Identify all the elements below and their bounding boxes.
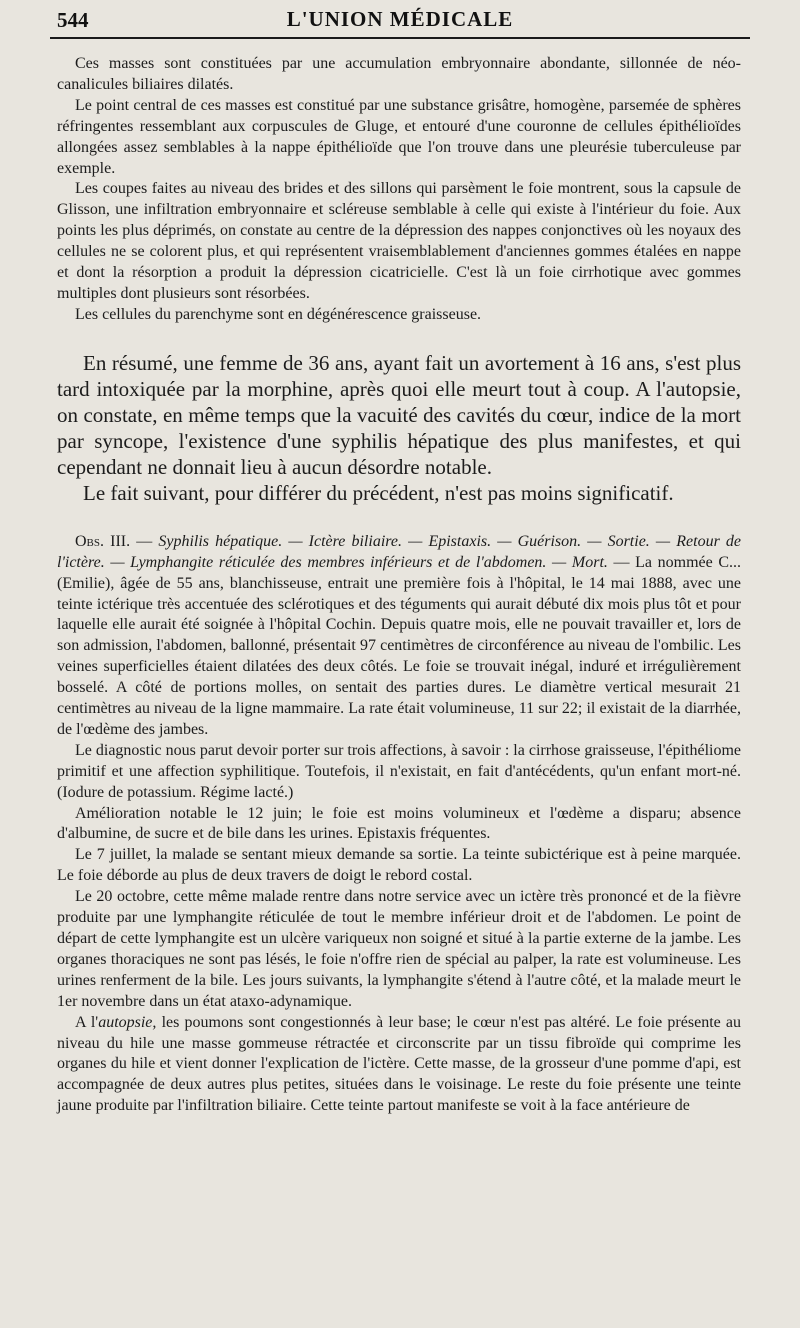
autopsy-paragraph (57, 1013, 741, 1118)
page-header (0, 0, 800, 40)
page-number: 544 (57, 8, 89, 32)
summary-paragraph: Le fait suivant, pour différer du précédent, n'est pas moins significatif. (83, 480, 674, 505)
header-rule (50, 37, 750, 39)
observation-title: Syphilis hépatique. — Ictère biliaire. — Epistaxis. — Guérison. — Sortie. — Retour de l'ictère. — Lymphangite réticulée des membres inférieurs et de l'abdomen. — Mort. (57, 532, 742, 571)
autopsy-text: les poumons sont congestionnés à leur base; le cœur n'est pas altéré. Le foie présente au niveau du hile une masse gommeuse rétractée et circonscrite par un tissu fibroïde qui comprime les organes du hile et vient donner l'explication de l'ictère. Cette masse, de la grosseur d'une pomme d'api, est accompagnée de deux autres plus petites, situées dans le voisinage. Le reste du foie présente une teinte jaune produite par l'infiltration biliaire. Cette teinte partout manifeste se voit à la face antérieure de (57, 1013, 742, 1115)
autopsy-lead: A l' (75, 1013, 99, 1031)
paragraph: Les coupes faites au niveau des brides et des sillons qui parsèment le foie montrent, sous la capsule de Glisson, une infiltration embryonnaire et scléreuse semblable à celle qui existe à l'intérieur du foie. Aux points les plus déprimés, on constate au centre de la dépression des nappes conjonctives où les noyaux des cellules ne se colorent plus, et qui représentent vraisemblablement d'anciennes gommes étalées en nappe et dont la résorption a produit la dépression cicatricielle. C'est là un foie cirrhotique avec gommes multiples dont plusieurs sont résorbées. (57, 180, 741, 302)
paragraph: Le 20 octobre, cette même malade rentre dans notre service avec un ictère très prononcé et de la fièvre produite par une lymphangite réticulée de tout le membre inférieur droit et de l'abdomen. Le point de départ de cette lymphangite est un ulcère variqueux non soigné et situé à la partie externe de la jambe. Les organes thoraciques ne sont pas lésés, le foie n'offre rien de spécial au palper, la rate est volumineuse. Les urines renferment de la bile. Les jours suivants, la lymphangite s'étend à l'autre côté, et la malade meurt le 1er novembre dans un état ataxo-adynamique. (57, 888, 741, 1010)
observation-label: Obs. III. — (75, 532, 153, 550)
running-title: L'UNION MÉDICALE (286, 7, 514, 31)
summary-paragraph: En résumé, une femme de 36 ans, ayant fait un avortement à 16 ans, s'est plus tard intoxiquée par la morphine, après quoi elle meurt tout à coup. A l'autopsie, on constate, en même temps que la vacuité des cavités du cœur, indice de la mort par syncope, l'existence d'une syphilis hépatique des plus manifestes, et qui cependant ne donnait lieu à aucun désordre notable. (57, 350, 741, 479)
observation-paragraph (57, 532, 741, 741)
page-body (57, 54, 741, 1117)
paragraph: Le point central de ces masses est constitué par une substance grisâtre, homogène, parsemée de sphères réfringentes ressemblant aux corpuscules de Gluge, et entouré d'une couronne de cellules épithélioïdes allongées assez semblables à la nappe épithélioïde que l'on trouve dans une pleurésie tuberculeuse par exemple. (57, 96, 741, 177)
paragraph: Les cellules du parenchyme sont en dégénérescence graisseuse. (75, 305, 482, 323)
paragraph: Le diagnostic nous parut devoir porter sur trois affections, à savoir : la cirrhose graisseuse, l'épithéliome primitif et une affection syphilitique. Toutefois, il n'existait, en fait d'antécédents, qu'un enfant mort-né. (Iodure de potassium. Régime lacté.) (57, 741, 741, 801)
observation-text: — La nommée C... (Emilie), âgée de 55 ans, blanchisseuse, entrait une première fois à l'hôpital, le 14 mai 1888, avec une teinte ictérique très accentuée des sclérotiques et des téguments qui aurait débuté dix mois plus tôt et pour laquelle elle aurait été soignée à l'hôpital Cochin. Depuis quatre mois, elle ne pouvait travailler et, lors de son admission, l'abdomen, ballonné, présentait 97 centimètres de circonférence au niveau de l'ombilic. Les veines superficielles étaient dilatées des deux côtés. Le foie se trouvait inégal, induré et irrégulièrement bosselé. A côté de portions molles, on sentait des parties dures. Le diamètre vertical mesurait 21 centimètres au niveau de la ligne mammaire. La rate était volumineuse, 11 sur 22; il existait de la diarrhée, de l'œdème des jambes. (57, 553, 742, 738)
paragraph: Amélioration notable le 12 juin; le foie est moins volumineux et l'œdème a disparu; absence d'albumine, de sucre et de bile dans les urines. Epistaxis fréquentes. (57, 804, 741, 843)
autopsy-lead-italic: autopsie, (98, 1013, 157, 1031)
paragraph: Ces masses sont constituées par une accumulation embryonnaire abondante, sillonnée de néo-canalicules biliaires dilatés. (57, 55, 741, 93)
paragraph: Le 7 juillet, la malade se sentant mieux demande sa sortie. La teinte subictérique est à peine marquée. Le foie déborde au plus de deux travers de doigt le rebord costal. (57, 846, 741, 885)
